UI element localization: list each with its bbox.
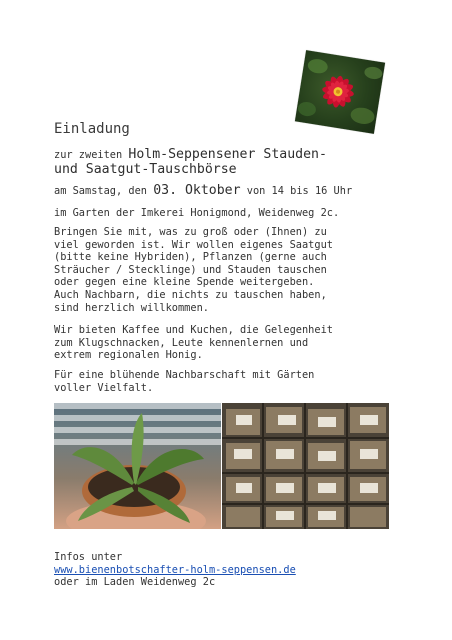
seed-packets-box-photo — [222, 403, 389, 529]
event-title-line-2: und Saatgut-Tauschbörse — [54, 162, 237, 177]
paragraph-bring: Bringen Sie mit, was zu groß oder (Ihnen) zu viel geworden ist. Wir wollen eigenes Saatgut (bitte keine Hybriden), Pflanzen (gerne auch Sträucher / Stecklinge) und Stauden tauschen oder gegen eine kleine Spende weitergeben. Auch Nachbarn, die nichts zu tauschen haben, sind herzlich willkommen. — [54, 226, 333, 314]
paragraph-closing: Für eine blühende Nachbarschaft mit Gärten voller Vielfalt. — [54, 369, 315, 394]
subtitle-prefix: zur zweiten — [54, 149, 123, 161]
event-title-line-1: Holm-Seppensener Stauden- — [128, 147, 327, 162]
dahlia-flower-photo — [295, 50, 385, 134]
footer-info — [54, 551, 296, 589]
dahlia-icon — [295, 50, 385, 134]
footer-info-label: Infos unter — [54, 551, 123, 563]
seedling-in-pot-photo — [54, 403, 221, 529]
seedling-icon — [54, 403, 221, 529]
website-link[interactable]: www.bienenbotschafter-holm-seppensen.de — [54, 563, 296, 576]
date-prefix: am Samstag, den — [54, 185, 147, 197]
event-date: 03. Oktober — [153, 183, 241, 198]
location-line: im Garten der Imkerei Honigmond, Weidenweg 2c. — [54, 207, 340, 219]
date-line — [54, 183, 352, 198]
footer-shop-address: oder im Laden Weidenweg 2c — [54, 576, 216, 589]
date-suffix: von 14 bis 16 Uhr — [246, 185, 353, 197]
seed-packets-icon — [222, 403, 389, 529]
paragraph-offer: Wir bieten Kaffee und Kuchen, die Gelegenheit zum Klugschnacken, Leute kennenlernen und extrem regionalen Honig. — [54, 324, 333, 362]
subtitle-line-1 — [54, 147, 327, 162]
invitation-heading: Einladung — [54, 121, 130, 137]
subtitle-line-2 — [54, 162, 237, 177]
